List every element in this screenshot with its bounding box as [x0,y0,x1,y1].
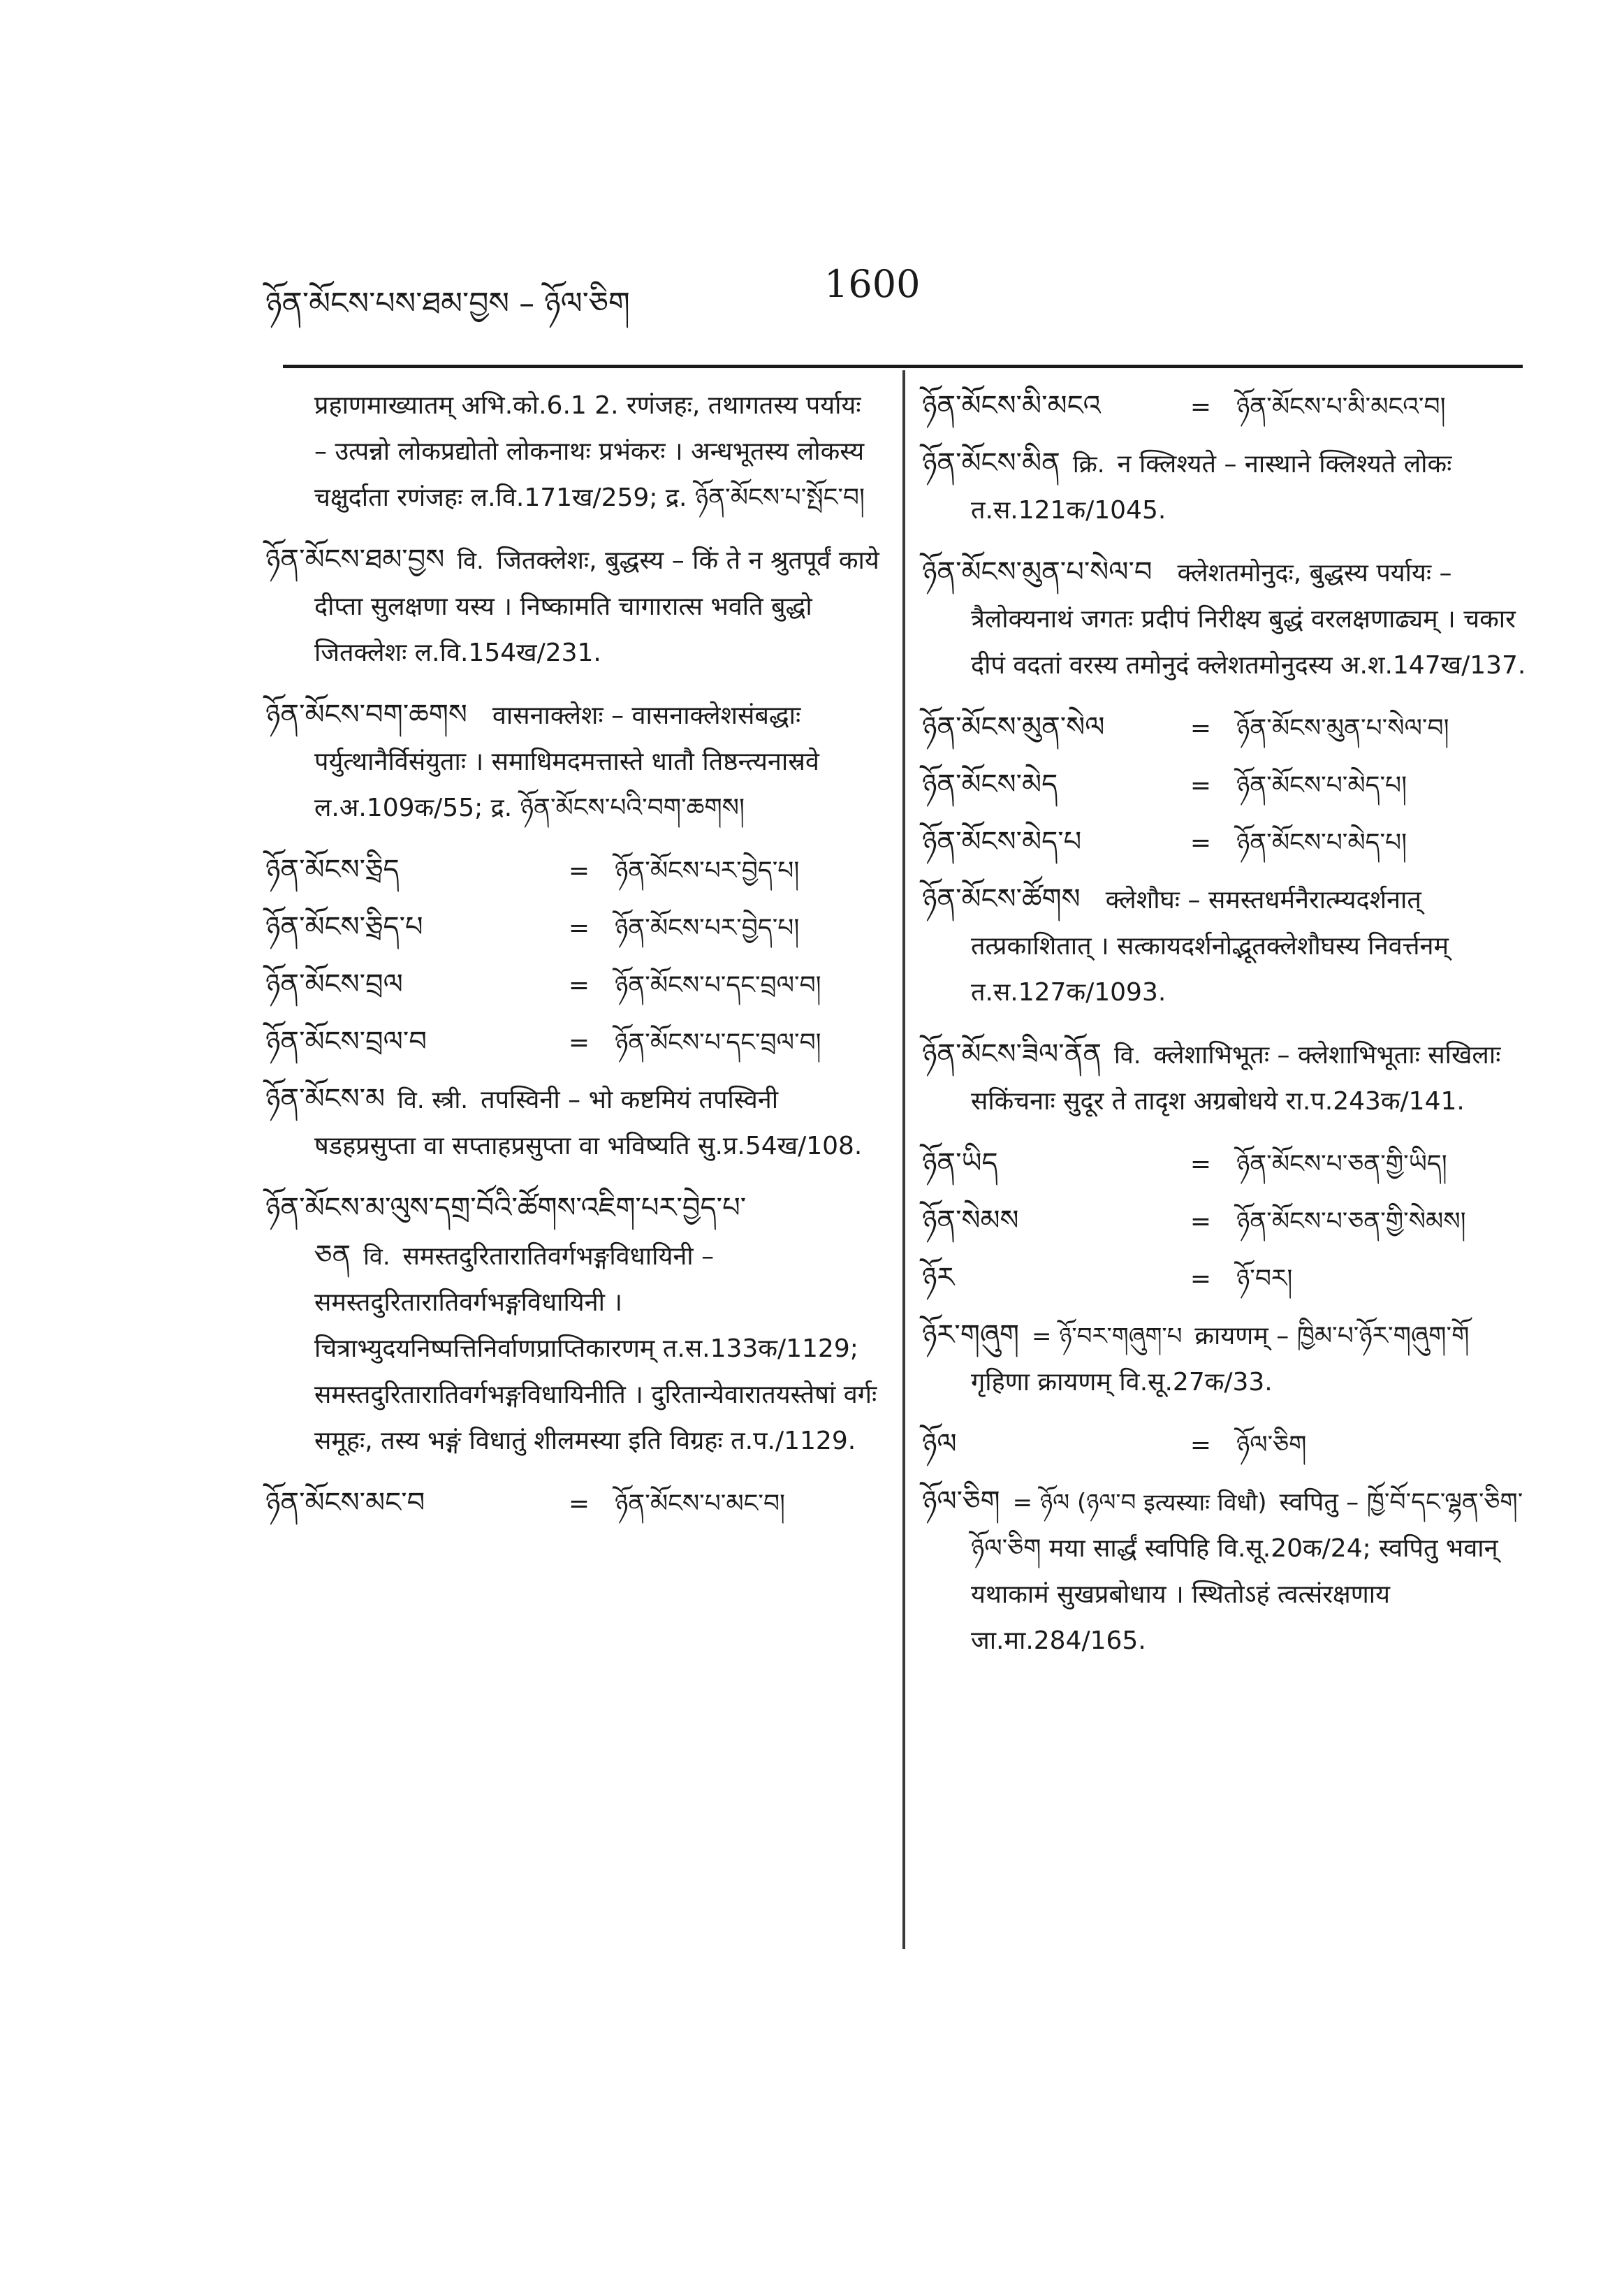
dictionary-entry [922,1312,1530,1406]
xref-target: ཉོན་མོངས་པ་མེད་པ། [1236,771,1407,800]
xref-headword: ཉོར [922,1262,955,1294]
entry-grammar: वि. [457,547,484,575]
entry-text: वासनाक्लेशः – वासनाक्लेशसंबद्धाः पर्युत्थानैर्विसंयुताः । समाधिमदमत्तास्ते धातौ तिष्ठन्त्यनास्रवे ल.अ.109क/55; द्र. ཉོན་མོངས་པའི་བག་ཆགས། [314,701,819,822]
xref-headword: ཉོན་མོངས་མི་མངའ [922,390,1101,422]
xref-target: ཉོ་བར། [1236,1265,1293,1293]
entry-text: क्रायणम् – ཁྱིམ་པ་ཉོར་གཞུག་གོ गृहिणा क्रायणम् वि.सू.27क/33. [971,1322,1470,1397]
xref-equals: = [568,914,590,942]
xref-target: ཉོན་མོངས་པ་དང་བྲལ་བ། [615,1028,821,1057]
cross-reference-entry [922,383,1530,430]
xref-equals: = [1190,714,1211,743]
cross-reference-entry [922,819,1530,866]
cross-reference-entry [265,1019,880,1066]
cross-reference-entry [922,1421,1530,1469]
xref-equals: = [1190,771,1211,800]
entry-grammar: = ཉོ་བར་གཞུག་པ [1032,1323,1183,1350]
entry-headword: ཉོན་མོངས་ཚོགས [922,883,1081,915]
entry-text: समस्तदुरितारातिवर्गभङ्गविधायिनी – समस्तदुरितारातिवर्गभङ्गविधायिनी । चित्राभ्युदयनिष्पत्तिनिर्वाणप्राप्तिकारणम् त.स.133क/1129; समस्तदुरितारातिवर्गभङ्गविधायिनीति । दुरितान्येवारातयस्तेषां वर्गः समूहः, तस्य भङ्गं विधातुं शीलमस्या इति विग्रहः त.प./1129. [314,1242,877,1455]
cross-reference-entry [922,704,1530,752]
entry-text: क्लेशाभिभूतः – क्लेशाभिभूताः सखिलाः सकिंचनाः सुदूर ते तादृश अग्रबोधये रा.प.243क/141. [971,1041,1501,1116]
dictionary-entry [265,537,880,676]
entry-headword: ཉོལ་ཅིག [922,1485,1000,1517]
dictionary-entry [265,1076,880,1170]
entry-text: स्वपितु – ཁྱོ་བོ་དང་ལྷན་ཅིག་ཉོལ་ཅིག मया सार्द्धं स्वपिहि वि.सू.20क/24; स्वपितु भवान् यथाकामं सुखप्रबोधाय । स्थितोऽहं त्वत्संरक्षणाय जा.मा.284/165. [971,1488,1523,1655]
header-rule [283,365,1523,368]
cross-reference-entry [265,961,880,1009]
dictionary-entry [922,1031,1530,1125]
entry-headword: ཉོན་མོངས་ཐམ་བྱས [265,544,445,576]
xref-headword: ཉོན་མོངས་མེད་པ [922,826,1082,858]
dictionary-entry [265,692,880,831]
entry-headword: ཉོར་གཞུག [922,1319,1020,1351]
continuation-text: प्रहाणमाख्यातम् अभि.को.6.1 2. रणंजहः, तथागतस्य पर्यायः – उत्पन्नो लोकप्रद्योतो लोकनाथः प्रभंकरः । अन्धभूतस्य लोकस्य चक्षुर्दाता रणंजहः ल.वि.171ख/259; द्र. ཉོན་མོངས་པ་སྤོང་བ། [314,391,865,512]
entry-text: जितक्लेशः, बुद्धस्य – किं ते न श्रुतपूर्वं काये दीप्ता सुलक्षणा यस्य । निष्कामति चागारात्स भवति बुद्धो जितक्लेशः ल.वि.154ख/231. [314,546,879,667]
xref-equals: = [1190,829,1211,857]
entry-text: क्लेशतमोनुदः, बुद्धस्य पर्यायः – त्रैलोक्यनाथं जगतः प्रदीपं निरीक्ष्य बुद्धं वरलक्षणाढ्यम् । चकार दीपं वदतां वरस्य तमोनुदं क्लेशतमोनुदस्य अ.श.147ख/137. [971,559,1526,680]
page-number: 1600 [824,262,921,306]
entry-text: तपस्विनी – भो कष्टमियं तपस्विनी षडहप्रसुप्ता वा सप्ताहप्रसुप्ता वा भविष्यति सु.प्र.54ख/108. [314,1086,863,1160]
xref-headword: ཉོལ [922,1428,957,1460]
xref-headword: ཉོན་མོངས་ཅྲིད [265,854,400,886]
cross-reference-entry [922,1255,1530,1302]
xref-equals: = [1190,1150,1211,1179]
xref-equals: = [1190,1265,1211,1293]
cross-reference-entry [265,904,880,952]
entry-text: न क्लिश्यते – नास्थाने क्लिश्यते लोकः त.स.121क/1045. [971,450,1452,525]
dictionary-entry [922,440,1530,534]
xref-equals: = [1190,1207,1211,1236]
entry-headword: ཉོན་མོངས་མུན་པ་སེལ་བ [922,556,1153,588]
entry-text: क्लेशौघः – समस्तधर्मनैरात्म्यदर्शनात् तत्प्रकाशितात् । सत्कायदर्शनोद्भूतक्लेशौघस्य निवर्त्तनम् त.स.127क/1093. [971,886,1449,1007]
xref-equals: = [568,971,590,1000]
entry-grammar: = ཉོལ (ཉལ་བ इत्यस्याः विधौ) [1012,1489,1267,1517]
cross-reference-entry [265,847,880,894]
left-column [265,383,880,1537]
entry-grammar: क्रि. [1072,451,1105,479]
xref-headword: ཉོན་མོངས་ཅྲིད་པ [265,911,423,943]
cross-reference-entry [922,1197,1530,1245]
xref-equals: = [1190,1431,1211,1459]
entry-headword: ཉོན་མོངས་མ་ལུས་དགྲ་བོའི་ཚོགས་འཇིག་པར་བྱེད་པ་ཅན [265,1192,747,1272]
xref-headword: ཉོན་མོངས་བྲལ [265,968,403,1000]
entry-headword: ཉོན་མོངས་བག་ཆགས [265,699,467,731]
xref-target: ཉོན་མོངས་པ་མེད་པ། [1236,829,1407,857]
cross-reference-entry [265,1480,880,1527]
xref-target: ཉོན་མོངས་པ་དང་བྲལ་བ། [615,971,821,1000]
dictionary-entry [265,1185,880,1464]
cross-reference-entry [922,762,1530,809]
xref-target: ཉོལ་ཅིག [1236,1431,1307,1459]
running-header-range: ཉོན་མོངས་པས་ཐམ་བྱས – ཉོལ་ཅིག [265,286,630,321]
xref-headword: ཉོན་མོངས་བྲལ་བ [265,1026,427,1058]
xref-headword: ཉོན་སེམས [922,1204,1019,1237]
xref-equals: = [568,1028,590,1057]
xref-target: ཉོན་མོངས་པར་བྱེད་པ། [615,857,800,885]
xref-target: ཉོན་མོངས་པ་མི་མངའ་བ། [1236,393,1446,421]
xref-headword: ཉོན་ཡིད [922,1147,998,1179]
xref-target: ཉོན་མོངས་པ་མང་བ། [615,1489,786,1518]
column-divider [902,370,905,1949]
dictionary-entry [922,549,1530,689]
xref-headword: ཉོན་མོངས་མུན་སེལ [922,711,1105,743]
dictionary-entry [922,1478,1530,1664]
entry-grammar: वि. स्त्री. [397,1086,469,1114]
cross-reference-entry [922,1140,1530,1188]
entry-headword: ཉོན་མོངས་མིན [922,447,1060,479]
xref-headword: ཉོན་མོངས་མང་བ [265,1487,425,1519]
xref-target: ཉོན་མོངས་པར་བྱེད་པ། [615,914,800,942]
xref-headword: ཉོན་མོངས་མེད [922,768,1058,801]
right-column [922,383,1530,1680]
xref-equals: = [568,1489,590,1518]
xref-equals: = [568,857,590,885]
xref-target: ཉོན་མོངས་མུན་པ་སེལ་བ། [1236,714,1449,743]
xref-target: ཉོན་མོངས་པ་ཅན་གྱི་ཡིད། [1236,1150,1447,1179]
entry-grammar: वि. [363,1243,390,1271]
dictionary-entry [922,876,1530,1016]
entry-grammar: वि. [1114,1042,1141,1070]
entry-headword: ཉོན་མོངས་མ [265,1083,386,1115]
xref-equals: = [1190,393,1211,421]
entry-headword: ཉོན་མོངས་ཟིལ་ནོན [922,1038,1102,1070]
xref-target: ཉོན་མོངས་པ་ཅན་གྱི་སེམས། [1236,1207,1466,1236]
